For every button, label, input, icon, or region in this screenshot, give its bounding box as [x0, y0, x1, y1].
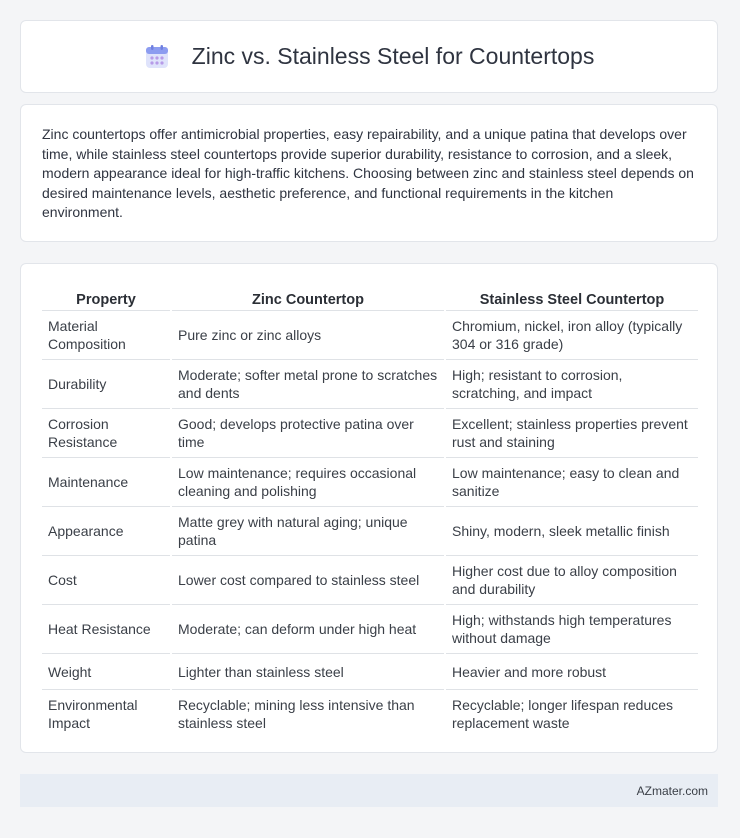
cell-zinc: Pure zinc or zinc alloys	[172, 311, 444, 360]
table-row	[42, 311, 698, 360]
table-row	[42, 409, 698, 458]
cell-zinc: Good; develops protective patina over time	[172, 409, 444, 458]
cell-stainless: Higher cost due to alloy composition and durability	[446, 556, 698, 605]
cell-property: Corrosion Resistance	[42, 409, 170, 458]
cell-property: Material Composition	[42, 311, 170, 360]
cell-zinc: Lower cost compared to stainless steel	[172, 556, 444, 605]
table-row	[42, 507, 698, 556]
comparison-card	[20, 263, 718, 753]
cell-zinc: Moderate; softer metal prone to scratches and dents	[172, 360, 444, 409]
table-row	[42, 556, 698, 605]
table-row	[42, 605, 698, 654]
cell-property: Appearance	[42, 507, 170, 556]
title-card	[20, 20, 718, 93]
calendar-icon	[144, 44, 170, 70]
intro-card	[20, 104, 718, 242]
comparison-table	[40, 284, 700, 738]
cell-property: Environmental Impact	[48, 697, 138, 731]
cell-zinc: Recyclable; mining less intensive than stainless steel	[178, 697, 415, 731]
table-row	[42, 690, 698, 738]
table-row	[42, 360, 698, 409]
footer	[20, 774, 718, 807]
cell-zinc: Moderate; can deform under high heat	[172, 605, 444, 654]
page-title: Zinc vs. Stainless Steel for Countertops	[191, 43, 595, 69]
cell-zinc: Lighter than stainless steel	[172, 654, 444, 690]
table-row	[42, 458, 698, 507]
cell-property: Cost	[42, 556, 170, 605]
cell-stainless: High; withstands high temperatures without damage	[446, 605, 698, 654]
header-stainless: Stainless Steel Countertop	[446, 284, 698, 311]
table-row	[42, 654, 698, 690]
cell-stainless: High; resistant to corrosion, scratching, and impact	[446, 360, 698, 409]
cell-stainless: Recyclable; longer lifespan reduces replacement waste	[452, 697, 674, 731]
footer-brand: AZmater.com	[636, 783, 708, 798]
table-header-row	[42, 284, 698, 311]
cell-stainless: Shiny, modern, sleek metallic finish	[446, 507, 698, 556]
header-property: Property	[42, 284, 170, 311]
cell-stainless: Excellent; stainless properties prevent rust and staining	[446, 409, 698, 458]
cell-property: Weight	[42, 654, 170, 690]
cell-stainless: Chromium, nickel, iron alloy (typically 304 or 316 grade)	[446, 311, 698, 360]
title-wrap	[144, 43, 595, 70]
intro-paragraph: Zinc countertops offer antimicrobial properties, easy repairability, and a unique patina that develops over time, while stainless steel countertops provide superior durability, resistance to corrosion, and a sleek, modern appearance ideal for high-traffic kitchens. Choosing between zinc and stainless steel depends on desired maintenance levels, aesthetic preference, and functional requirements in the kitchen environment.	[42, 126, 694, 221]
cell-stainless: Heavier and more robust	[446, 654, 698, 690]
cell-stainless: Low maintenance; easy to clean and sanitize	[446, 458, 698, 507]
cell-zinc: Matte grey with natural aging; unique patina	[172, 507, 444, 556]
cell-property: Maintenance	[42, 458, 170, 507]
cell-property: Durability	[42, 360, 170, 409]
header-zinc: Zinc Countertop	[172, 284, 444, 311]
cell-zinc: Low maintenance; requires occasional cleaning and polishing	[172, 458, 444, 507]
cell-property: Heat Resistance	[42, 605, 170, 654]
